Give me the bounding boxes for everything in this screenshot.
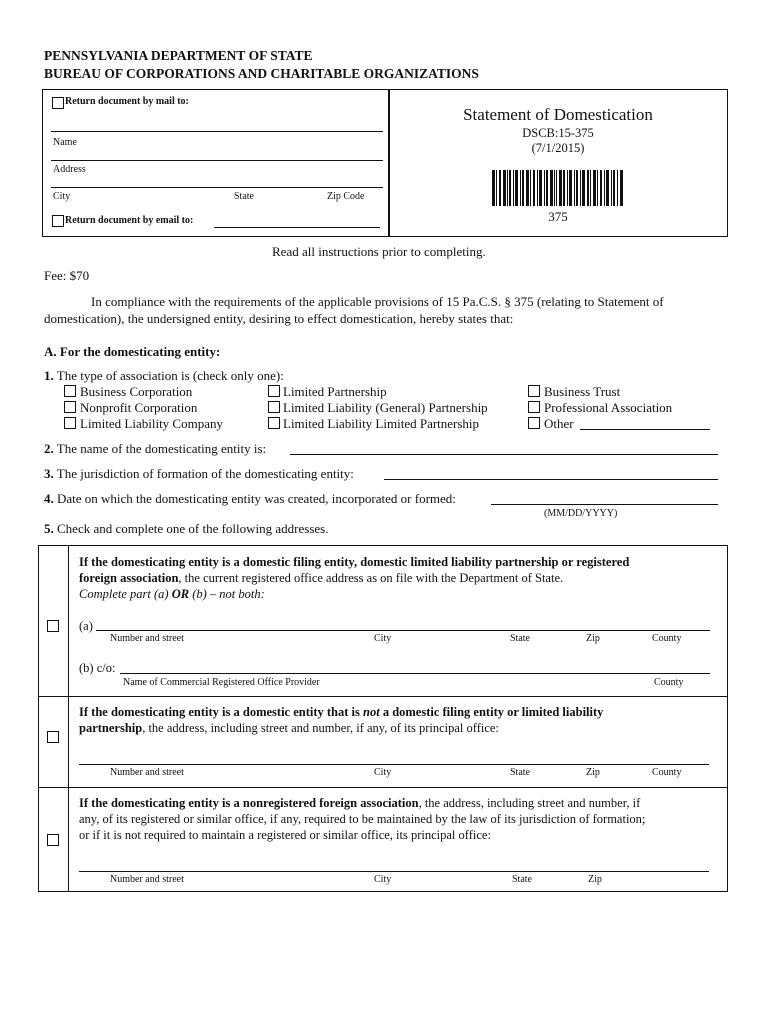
part-a-label: (a) [79,619,93,633]
jurisdiction-line[interactable] [384,479,718,480]
option-business-trust: Business Trust [544,384,621,399]
address-label: Address [53,164,86,175]
part-a-state: State [510,633,530,644]
form-code: DSCB:15-375 [522,126,594,140]
address-option-1-checkbox[interactable] [47,620,59,632]
q3-number: 3. [44,466,54,481]
row-divider-2 [38,787,728,788]
date-line[interactable] [491,504,718,505]
q4-label: Date on which the domesticating entity was created, incorporated or formed: [57,491,456,506]
addr1-or: OR [171,587,190,601]
instructions-note: Read all instructions prior to completing. [272,244,486,259]
option-nonprofit-corporation: Nonprofit Corporation [80,400,198,415]
q2-label: The name of the domesticating entity is: [56,441,267,456]
part-b-label: (b) c/o: [79,661,116,675]
form-title: Statement of Domestication [463,105,653,124]
option-professional-association: Professional Association [544,400,673,415]
header-line-1: PENNSYLVANIA DEPARTMENT OF STATE [44,48,313,63]
addr3-bold-1: If the domesticating entity is a nonregistered foreign association [79,796,419,810]
checkbox-business-corporation[interactable] [64,385,76,397]
option-lllp: Limited Liability Limited Partnership [283,416,480,431]
addr2-county: County [652,767,682,778]
name-label: Name [53,137,77,148]
city-state-zip-line[interactable] [51,187,383,188]
addr1-line-1: If the domesticating entity is a domestic filing entity, domestic limited liability partnership or registered [79,555,630,569]
checkbox-limited-partnership[interactable] [268,385,280,397]
addr1-italic-pre: Complete part (a) [79,587,172,601]
return-email-label: Return document by email to: [65,215,194,226]
entity-name-line[interactable] [290,454,718,455]
addr2-bold-2: partnership [79,721,143,735]
address-option-2-checkbox[interactable] [47,731,59,743]
addr1-italic-post: (b) – not both: [189,587,265,601]
checkbox-llc[interactable] [64,417,76,429]
header-line-2: BUREAU OF CORPORATIONS AND CHARITABLE ORGANIZATIONS [44,66,479,81]
checkbox-business-trust[interactable] [528,385,540,397]
checkbox-nonprofit-corporation[interactable] [64,401,76,413]
addr2-not: not [363,705,380,719]
addr3-line-3: or if it is not required to maintain a registered or similar office, its principal office: [79,828,491,842]
addr3-line[interactable] [79,871,709,872]
addr2-zip: Zip [586,767,600,778]
part-a-zip: Zip [586,633,600,644]
addr2-rest-2: , the address, including street and number, if any, of its principal office: [142,721,499,735]
addr1-rest-2: , the current registered office address as on file with the Department of State. [178,571,564,585]
barcode-icon [492,170,624,206]
city-label: City [53,191,71,202]
email-line[interactable] [214,227,380,228]
state-label: State [234,191,254,202]
addr1-bold-2: foreign association [79,571,179,585]
intro-line-1: In compliance with the requirements of the applicable provisions of 15 Pa.C.S. § 375 (relating to Statement of [91,294,664,309]
addr2-state: State [510,767,530,778]
addr3-number-street: Number and street [110,874,184,885]
checkbox-professional-association[interactable] [528,401,540,413]
addr3-line-2: any, of its registered or similar office, if any, required to be maintained by the law of its jurisdiction of formation; [79,812,646,826]
form-date: (7/1/2015) [531,141,585,155]
row-divider-1 [38,696,728,697]
option-business-corporation: Business Corporation [80,384,193,399]
option-limited-partnership: Limited Partnership [283,384,387,399]
checkbox-other[interactable] [528,417,540,429]
q1-number: 1. [44,368,54,383]
addr3-zip: Zip [588,874,602,885]
addr2-bold-post: a domestic filing entity or limited liability [379,705,604,719]
addr2-city: City [374,767,392,778]
q1-label: The type of association is (check only one): [56,368,284,383]
intro-line-2: domestication), the undersigned entity, desiring to effect domestication, hereby states that: [44,311,514,326]
q4-number: 4. [44,491,54,506]
part-a-county: County [652,633,682,644]
option-llp-general: Limited Liability (General) Partnership [283,400,488,415]
part-b-county: County [654,677,684,688]
q5-label: Check and complete one of the following addresses. [57,521,329,536]
date-format: (MM/DD/YYYY) [544,508,618,519]
fee: Fee: $70 [44,268,90,283]
section-a-heading: A. For the domesticating entity: [44,344,221,359]
checkbox-llp-general[interactable] [268,401,280,413]
address-option-3-checkbox[interactable] [47,834,59,846]
option-other: Other [544,416,574,431]
return-mail-checkbox[interactable] [52,97,64,109]
part-b-provider: Name of Commercial Registered Office Provider [123,677,320,688]
part-b-line[interactable] [120,673,710,674]
return-mail-label: Return document by mail to: [65,96,189,107]
part-a-line[interactable] [96,630,710,631]
part-a-city: City [374,633,392,644]
table-divider [68,545,69,891]
name-line[interactable] [51,131,383,132]
q5-number: 5. [44,521,54,536]
addr3-rest-1: , the address, including street and number, if [418,796,641,810]
return-email-checkbox[interactable] [52,215,64,227]
addr2-number-street: Number and street [110,767,184,778]
addr3-city: City [374,874,392,885]
part-a-number-street: Number and street [110,633,184,644]
addr2-bold-pre: If the domesticating entity is a domestic entity that is [79,705,363,719]
option-llc: Limited Liability Company [80,416,223,431]
q3-label: The jurisdiction of formation of the domesticating entity: [56,466,354,481]
other-line[interactable] [580,429,710,430]
addr3-state: State [512,874,532,885]
addr2-line[interactable] [79,764,709,765]
zip-code-label: Zip Code [327,191,365,202]
address-line[interactable] [51,160,383,161]
barcode-number: 375 [548,209,568,224]
checkbox-lllp[interactable] [268,417,280,429]
q2-number: 2. [44,441,54,456]
